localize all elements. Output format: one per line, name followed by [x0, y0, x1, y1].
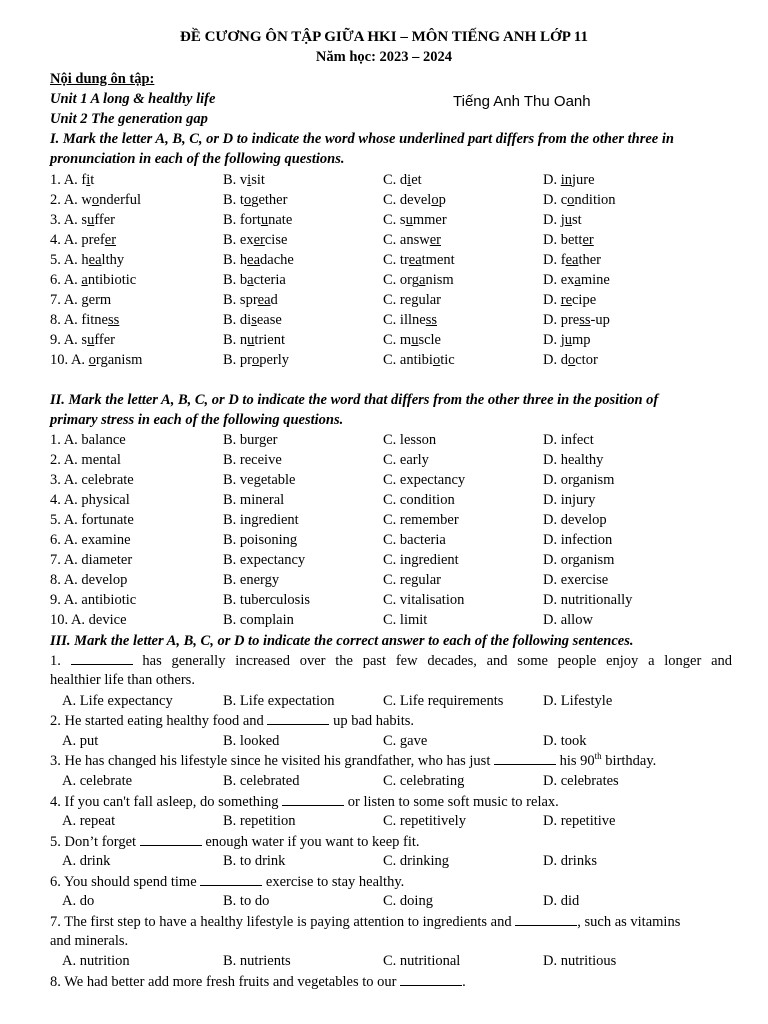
- underlined-part: i: [247, 172, 252, 188]
- option-d: D. Lifestyle: [543, 693, 613, 709]
- stress-question-9: [0, 591, 768, 611]
- option-b: B. headache: [223, 252, 294, 268]
- option-c: C. gave: [383, 733, 428, 749]
- question-2-options: [0, 732, 768, 752]
- underlined-part: o: [431, 192, 439, 208]
- option-a: 9. A. antibiotic: [50, 592, 137, 608]
- option-d: D. just: [543, 212, 582, 228]
- underlined-part: o: [88, 352, 96, 368]
- question-7-options: [0, 952, 768, 972]
- option-a: 6. A. antibiotic: [50, 272, 137, 288]
- option-a: A. repeat: [62, 813, 116, 829]
- option-b: B. nutrient: [223, 332, 286, 348]
- option-c: C. doing: [383, 893, 433, 909]
- option-d: D. doctor: [543, 352, 598, 368]
- option-c: C. muscle: [383, 332, 441, 348]
- option-b: B. bacteria: [223, 272, 286, 288]
- underlined-part: a: [81, 272, 88, 288]
- option-a: 7. A. diameter: [50, 552, 133, 568]
- option-d: D. repetitive: [543, 813, 616, 829]
- option-b: B. visit: [223, 172, 265, 188]
- option-a: 8. A. develop: [50, 572, 128, 588]
- question-7: 7. The first step to have a healthy lifestyle is paying attention to ingredients and , such as vitamins: [50, 914, 681, 930]
- answer-blank: [71, 651, 133, 665]
- option-a: 2. A. wonderful: [50, 192, 142, 208]
- section-1-title: I. Mark the letter A, B, C, or D to indicate the word whose underlined part differs from the other three in: [50, 131, 674, 147]
- option-b: B. fortunate: [223, 212, 293, 228]
- option-b: B. tuberculosis: [223, 592, 310, 608]
- answer-blank: [515, 912, 577, 926]
- option-b: B. burger: [223, 432, 278, 448]
- question-5-options: [0, 852, 768, 872]
- option-a: 4. A. physical: [50, 492, 130, 508]
- underlined-part: er: [582, 232, 594, 248]
- option-b: B. repetition: [223, 813, 296, 829]
- underlined-part: u: [564, 212, 572, 228]
- option-c: C. regular: [383, 292, 441, 308]
- option-a: 5. A. healthy: [50, 252, 125, 268]
- stress-question-5: [0, 511, 768, 531]
- option-a: 2. A. mental: [50, 452, 121, 468]
- option-b: B. exercise: [223, 232, 288, 248]
- underlined-part: o: [432, 352, 441, 368]
- option-d: D. infect: [543, 432, 594, 448]
- underlined-part: u: [87, 212, 95, 228]
- option-b: B. complain: [223, 612, 294, 628]
- underlined-part: i: [86, 172, 91, 188]
- option-a: 10. A. organism: [50, 352, 143, 368]
- option-b: B. to drink: [223, 853, 286, 869]
- question-6: 6. You should spend time exercise to stay healthy.: [50, 874, 405, 890]
- underlined-part: o: [91, 192, 100, 208]
- option-c: C. expectancy: [383, 472, 466, 488]
- option-b: B. expectancy: [223, 552, 306, 568]
- option-d: D. healthy: [543, 452, 604, 468]
- underlined-part: ea: [408, 252, 422, 268]
- option-b: B. ingredient: [223, 512, 299, 528]
- underlined-part: g: [81, 292, 89, 308]
- option-c: C. develop: [383, 192, 446, 208]
- underlined-part: i: [407, 172, 412, 188]
- option-b: B. poisoning: [223, 532, 298, 548]
- question-1: 1. has generally increased over the past few decades, and some people enjoy a longer and: [50, 653, 733, 669]
- option-d: D. infection: [543, 532, 613, 548]
- question-3-options: [0, 772, 768, 792]
- option-d: D. recipe: [543, 292, 597, 308]
- pronunciation-question-6: [0, 271, 768, 291]
- option-b: B. mineral: [223, 492, 285, 508]
- option-a: 1. A. balance: [50, 432, 126, 448]
- underlined-part: u: [564, 332, 572, 348]
- option-a: A. put: [62, 733, 99, 749]
- option-d: D. allow: [543, 612, 593, 628]
- underlined-part: a: [574, 272, 581, 288]
- option-d: D. develop: [543, 512, 607, 528]
- stress-question-4: [0, 491, 768, 511]
- pronunciation-question-7: [0, 291, 768, 311]
- option-b: B. looked: [223, 733, 280, 749]
- section-2-title-cont: primary stress in each of the following questions.: [50, 412, 344, 428]
- option-a: 9. A. suffer: [50, 332, 115, 348]
- option-d: D. nutritious: [543, 953, 617, 969]
- underlined-part: er: [429, 232, 441, 248]
- option-c: C. lesson: [383, 432, 437, 448]
- underlined-part: ss: [108, 312, 120, 328]
- stress-question-10: [0, 611, 768, 631]
- option-d: D. celebrates: [543, 773, 619, 789]
- option-b: B. receive: [223, 452, 282, 468]
- stress-question-2: [0, 451, 768, 471]
- question-6-options: [0, 892, 768, 912]
- option-c: C. summer: [383, 212, 447, 228]
- stress-question-3: [0, 471, 768, 491]
- option-a: A. do: [62, 893, 95, 909]
- pronunciation-question-9: [0, 331, 768, 351]
- question-2: 2. He started eating healthy food and up bad habits.: [50, 713, 415, 729]
- option-b: B. celebrated: [223, 773, 300, 789]
- option-c: C. drinking: [383, 853, 450, 869]
- underlined-part: g: [411, 292, 419, 308]
- stress-question-1: [0, 431, 768, 451]
- option-c: C. ingredient: [383, 552, 459, 568]
- option-c: C. treatment: [383, 252, 455, 268]
- underlined-part: er: [104, 232, 117, 248]
- underlined-part: o: [252, 352, 260, 368]
- option-a: 3. A. suffer: [50, 212, 115, 228]
- pronunciation-question-1: [0, 171, 768, 191]
- option-d: D. examine: [543, 272, 610, 288]
- option-d: D. jump: [543, 332, 591, 348]
- pronunciation-question-4: [0, 231, 768, 251]
- option-d: D. exercise: [543, 572, 609, 588]
- underlined-part: o: [567, 352, 576, 368]
- option-a: 1. A. fit: [50, 172, 95, 188]
- option-c: C. bacteria: [383, 532, 446, 548]
- underlined-part: ss: [425, 312, 437, 328]
- underlined-part: ea: [247, 252, 261, 268]
- underlined-part: ea: [565, 252, 579, 268]
- option-a: A. Life expectancy: [62, 693, 173, 709]
- underlined-part: u: [87, 332, 95, 348]
- option-c: C. regular: [383, 572, 441, 588]
- underlined-part: o: [567, 192, 575, 208]
- pronunciation-question-8: [0, 311, 768, 331]
- option-d: D. did: [543, 893, 580, 909]
- stress-question-6: [0, 531, 768, 551]
- underlined-part: u: [411, 332, 419, 348]
- stress-question-7: [0, 551, 768, 571]
- section-2-title: II. Mark the letter A, B, C, or D to indicate the word that differs from the other three in the position of: [50, 392, 659, 408]
- school-year: Năm học: 2023 – 2024: [315, 49, 453, 65]
- section-1-title-cont: pronunciation in each of the following questions.: [50, 151, 345, 167]
- option-b: B. vegetable: [223, 472, 296, 488]
- underlined-part: ea: [257, 292, 271, 308]
- pronunciation-question-5: [0, 251, 768, 271]
- underlined-part: ss: [579, 312, 591, 328]
- underlined-part: er: [253, 232, 265, 248]
- option-b: B. to do: [223, 893, 270, 909]
- pronunciation-question-3: [0, 211, 768, 231]
- option-a: 7. A. germ: [50, 292, 112, 308]
- option-d: D. feather: [543, 252, 601, 268]
- document-title: ĐỀ CƯƠNG ÔN TẬP GIỮA HKI – MÔN TIẾNG ANH LỚP 11: [180, 29, 588, 45]
- unit-2-heading: Unit 2 The generation gap: [50, 111, 208, 127]
- option-b: B. together: [223, 192, 288, 208]
- section-3-title: III. Mark the letter A, B, C, or D to indicate the correct answer to each of the following sentences.: [50, 633, 634, 649]
- option-c: C. antibiotic: [383, 352, 455, 368]
- option-d: D. injury: [543, 492, 596, 508]
- option-a: 5. A. fortunate: [50, 512, 134, 528]
- option-c: C. vitalisation: [383, 592, 465, 608]
- question-3: 3. He has changed his lifestyle since he visited his grandfather, who has just his 90th birthday.: [50, 751, 657, 769]
- option-c: C. diet: [383, 172, 422, 188]
- answer-blank: [267, 711, 329, 725]
- option-a: 10. A. device: [50, 612, 127, 628]
- underlined-part: ea: [88, 252, 102, 268]
- option-d: D. better: [543, 232, 594, 248]
- option-c: C. illness: [383, 312, 437, 328]
- option-b: B. nutrients: [223, 953, 291, 969]
- underlined-part: u: [260, 212, 269, 228]
- question-5: 5. Don’t forget enough water if you want to keep fit.: [50, 834, 420, 850]
- option-c: C. nutritional: [383, 953, 461, 969]
- underlined-part: a: [419, 272, 426, 288]
- option-b: B. properly: [223, 352, 290, 368]
- question-4-options: [0, 812, 768, 832]
- option-c: C. limit: [383, 612, 428, 628]
- option-d: D. organism: [543, 552, 615, 568]
- option-a: A. drink: [62, 853, 111, 869]
- pronunciation-question-2: [0, 191, 768, 211]
- option-d: D. took: [543, 733, 587, 749]
- question-8: 8. We had better add more fresh fruits and vegetables to our .: [50, 974, 466, 990]
- option-a: 8. A. fitness: [50, 312, 120, 328]
- option-d: D. injure: [543, 172, 595, 188]
- pronunciation-question-10: [0, 351, 768, 371]
- option-c: C. condition: [383, 492, 455, 508]
- option-b: B. energy: [223, 572, 280, 588]
- option-a: A. nutrition: [62, 953, 130, 969]
- option-d: D. organism: [543, 472, 615, 488]
- option-d: D. condition: [543, 192, 616, 208]
- option-c: C. Life requirements: [383, 693, 504, 709]
- option-b: B. disease: [223, 312, 282, 328]
- answer-blank: [494, 751, 556, 765]
- option-d: D. drinks: [543, 853, 597, 869]
- question-1-options: [0, 692, 768, 712]
- option-d: D. nutritionally: [543, 592, 633, 608]
- option-a: 6. A. examine: [50, 532, 131, 548]
- question-4: 4. If you can't fall asleep, do something or listen to some soft music to relax.: [50, 794, 559, 810]
- stress-question-8: [0, 571, 768, 591]
- brand-label: Tiếng Anh Thu Oanh: [453, 93, 591, 110]
- option-c: C. repetitively: [383, 813, 466, 829]
- underlined-part: in: [560, 172, 573, 188]
- option-b: B. spread: [223, 292, 278, 308]
- underlined-part: re: [560, 292, 572, 308]
- underlined-part: a: [247, 272, 254, 288]
- underlined-part: u: [247, 332, 255, 348]
- question-7-cont: and minerals.: [50, 933, 129, 949]
- answer-blank: [140, 832, 202, 846]
- option-d: D. press-up: [543, 312, 610, 328]
- underlined-part: s: [251, 312, 257, 328]
- option-c: C. remember: [383, 512, 459, 528]
- unit-1-heading: Unit 1 A long & healthy life: [50, 91, 216, 107]
- option-c: C. early: [383, 452, 429, 468]
- option-c: C. celebrating: [383, 773, 465, 789]
- answer-blank: [282, 792, 344, 806]
- answer-blank: [400, 972, 462, 986]
- option-a: 4. A. prefer: [50, 232, 117, 248]
- option-a: A. celebrate: [62, 773, 133, 789]
- option-c: C. organism: [383, 272, 454, 288]
- option-a: 3. A. celebrate: [50, 472, 134, 488]
- question-1-cont: healthier life than others.: [50, 672, 195, 688]
- answer-blank: [200, 872, 262, 886]
- underlined-part: o: [243, 192, 252, 208]
- option-b: B. Life expectation: [223, 693, 335, 709]
- option-c: C. answer: [383, 232, 441, 248]
- content-label: Nội dung ôn tập:: [50, 71, 155, 87]
- underlined-part: u: [405, 212, 413, 228]
